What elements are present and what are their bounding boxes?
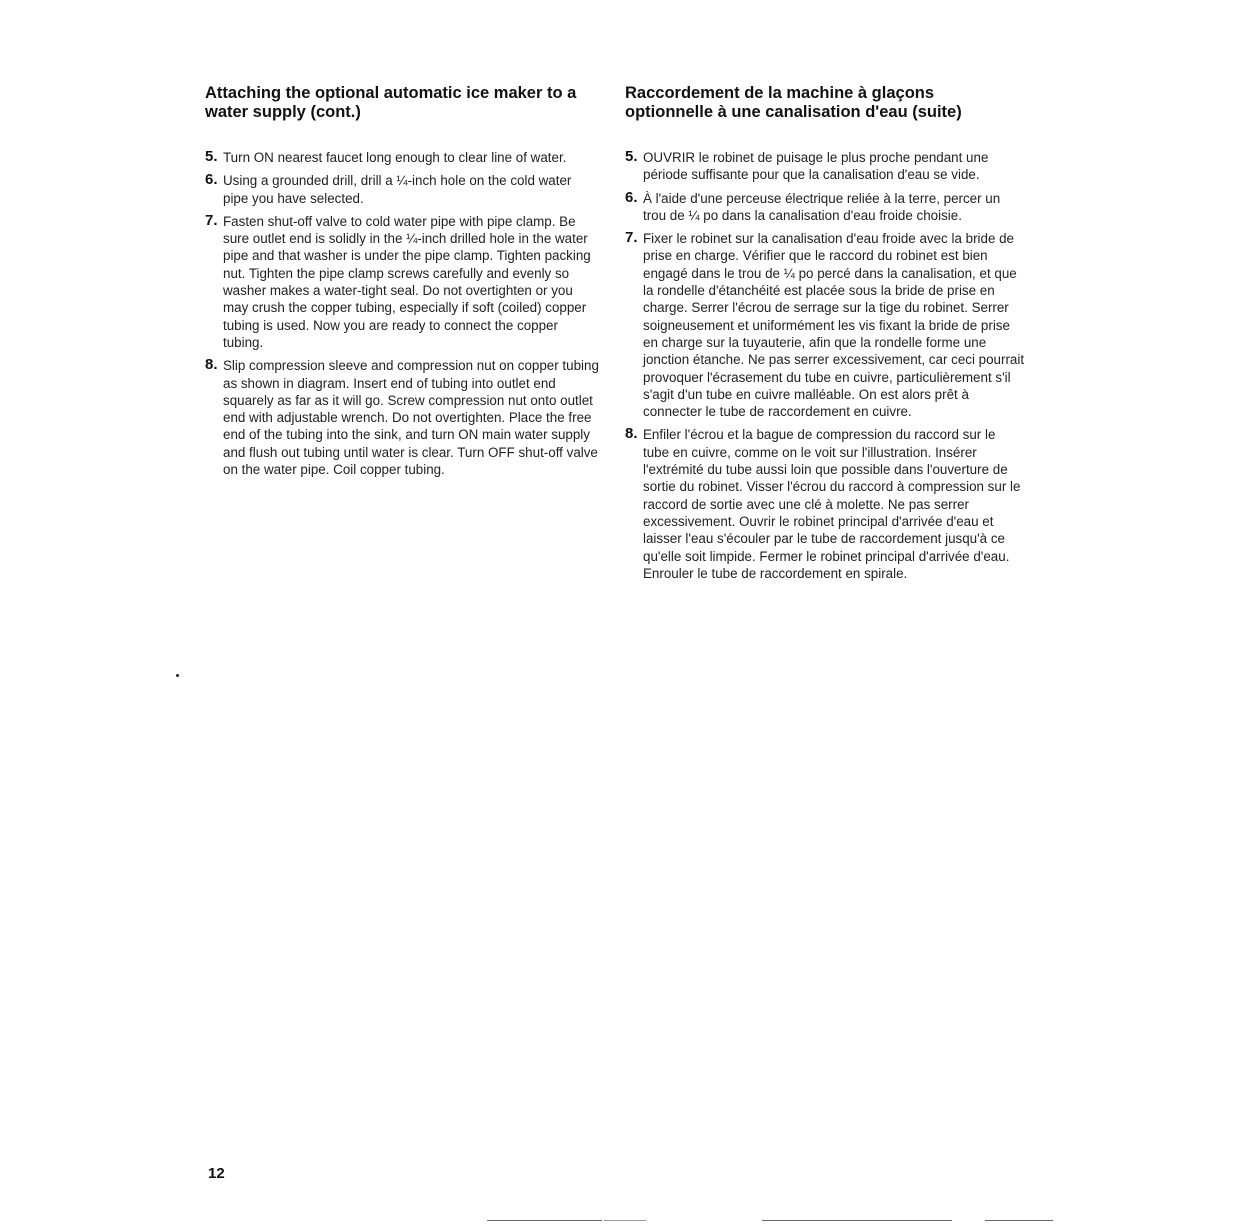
step-text: Fixer le robinet sur la canalisation d'eau froide avec la bride de prise en charge. Vérifier que le raccord du robinet est bien engagé dans le trou de ¼ po percé dans la canalisation, et que la rondelle d'étanchéité est placée sous la bride de prise en charge. Serrer l'écrou de serrage sur la tige du robinet. Serrer soigneusement et uniformément les vis fixant la bride de prise en charge sur la tuyauterie, afin que la rondelle forme une jonction étanche. Ne pas serrer excessivement, car ceci pourrait provoquer l'écrasement du tube en cuivre, particulièrement s'il s'agit d'un tube en cuivre malléable. On est alors prêt à connecter le tube de raccordement en cuivre. — [643, 231, 1025, 420]
step-text: Slip compression sleeve and compression nut on copper tubing as shown in diagram. Insert end of tubing into outlet end squarely as far as it will go. Screw compression nut onto outlet end with adjustable wrench. Do not overtighten. Place the free end of the tubing into the sink, and turn ON main water supply and flush out tubing until water is clear. Turn OFF shut-off valve on the water pipe. Coil copper tubing. — [223, 358, 599, 478]
french-step-8 — [625, 426, 1025, 582]
page-number: 12 — [208, 1165, 225, 1182]
step-number: 6. — [625, 188, 638, 206]
step-text: À l'aide d'une perceuse électrique reliée à la terre, percer un trou de ¼ po dans la canalisation d'eau froide choisie. — [643, 190, 1001, 223]
step-text: Using a grounded drill, drill a ¼-inch hole on the cold water pipe you have selected. — [223, 173, 572, 206]
scan-artifact-line — [985, 1220, 1053, 1221]
step-text: OUVRIR le robinet de puisage le plus proche pendant une période suffisante pour que la canalisation d'eau se vide. — [643, 150, 989, 183]
french-heading: Raccordement de la machine à glaçons optionnelle à une canalisation d'eau (suite) — [625, 84, 962, 121]
english-step-5 — [205, 149, 600, 166]
french-column — [625, 84, 1025, 588]
english-step-8 — [205, 357, 600, 478]
french-step-6 — [625, 190, 1025, 225]
step-text: Enfiler l'écrou et la bague de compression du raccord sur le tube en cuivre, comme on le voit sur l'illustration. Insérer l'extrémité du tube aussi loin que possible dans l'ouverture de sortie du robinet. Visser l'écrou du raccord à compression sur le raccord de sortie avec une clé à molette. Ne pas serrer excessivement. Ouvrir le robinet principal d'arrivée d'eau et laisser l'eau s'écouler par le tube de raccordement jusqu'à ce qu'elle soit limpide. Fermer le robinet principal d'arrivée d'eau. Enrouler le tube de raccordement en spirale. — [643, 427, 1021, 581]
step-number: 8. — [625, 425, 638, 443]
step-number: 7. — [625, 229, 638, 247]
step-text: Turn ON nearest faucet long enough to clear line of water. — [223, 150, 567, 165]
scan-artifact-line — [762, 1220, 952, 1221]
french-steps — [625, 149, 1025, 582]
english-step-7 — [205, 213, 600, 351]
scan-speck — [176, 674, 179, 677]
english-steps — [205, 149, 600, 478]
scan-artifact-line — [487, 1220, 602, 1221]
step-text: Fasten shut-off valve to cold water pipe with pipe clamp. Be sure outlet end is solidly in the ¼-inch drilled hole in the water pipe and that washer is under the pipe clamp. Tighten packing nut. Tighten the pipe clamp screws carefully and evenly so washer makes a water-tight seal. Do not overtighten or you may crush the copper tubing, especially if soft (coiled) copper tubing is used. Now you are ready to connect the copper tubing. — [223, 213, 591, 350]
step-number: 5. — [205, 148, 218, 165]
english-step-6 — [205, 172, 600, 207]
french-step-7 — [625, 230, 1025, 420]
french-step-5 — [625, 149, 1025, 184]
step-number: 7. — [205, 211, 218, 229]
english-heading: Attaching the optional automatic ice maker to a water supply (cont.) — [205, 84, 577, 121]
step-number: 6. — [205, 171, 218, 189]
step-number: 5. — [625, 148, 638, 165]
english-column — [205, 84, 600, 484]
scan-artifact-line — [604, 1220, 646, 1221]
step-number: 8. — [205, 356, 218, 374]
